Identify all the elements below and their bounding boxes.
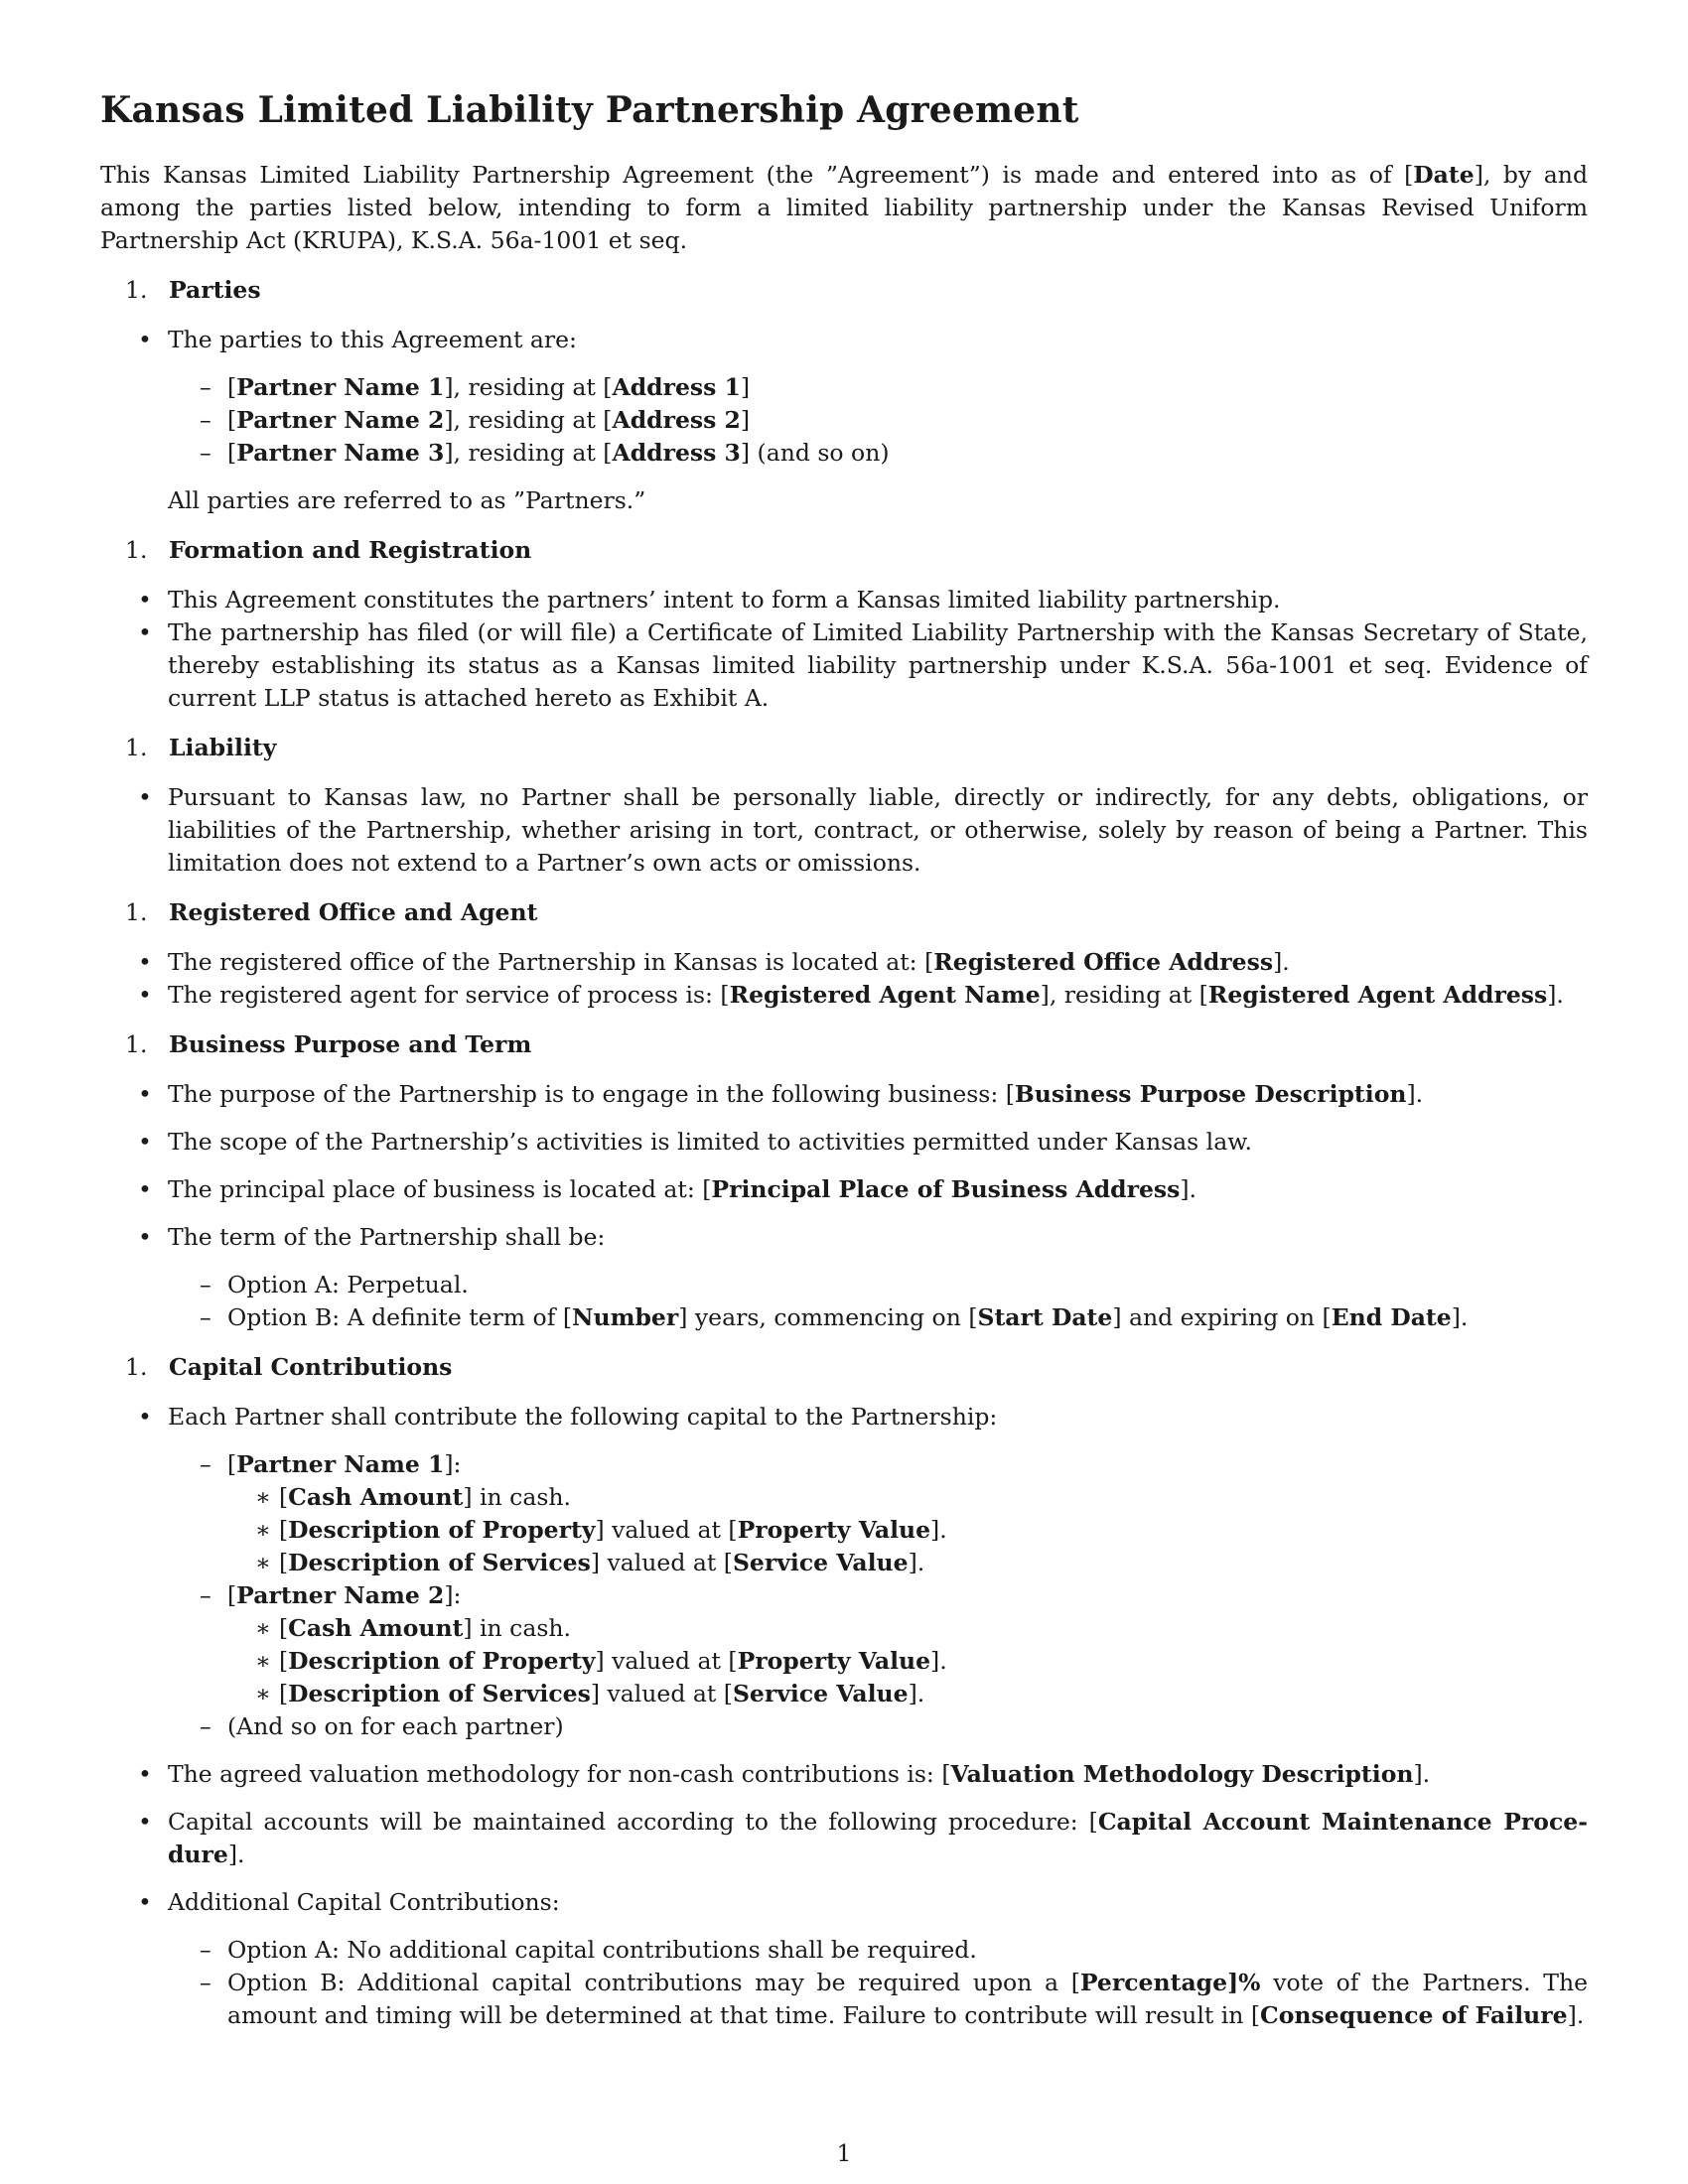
capital-procedure-placeholder: Capital Account Maintenance Proce-dure — [168, 1808, 1588, 1868]
service-value-placeholder: Service Value — [732, 1680, 909, 1707]
text-fragment: ] valued at [ — [590, 1549, 733, 1576]
text-fragment: ], residing at [ — [444, 373, 613, 401]
partner-name-placeholder: Partner Name 3 — [236, 439, 445, 467]
consequence-placeholder: Consequence of Failure — [1260, 2001, 1568, 2029]
section-heading-liability — [100, 732, 1588, 764]
text-fragment: The principal place of business is located at: [ — [168, 1175, 712, 1203]
parties-list — [100, 371, 1588, 470]
text-fragment: ] and expiring on [ — [1112, 1303, 1332, 1331]
partner-contribution-item: – [Partner Name 2]: — [100, 1579, 1588, 1612]
bullet-item — [100, 1173, 1588, 1206]
option-item: – Option A: Perpetual. — [100, 1269, 1588, 1301]
section-title: Liability — [169, 734, 277, 761]
additional-contribution-options — [100, 1934, 1588, 2032]
address-placeholder: Address 3 — [612, 439, 741, 467]
bullet-item: • Additional Capital Contributions: — [100, 1886, 1588, 1919]
section-number: 1. — [125, 734, 148, 761]
office-address-placeholder: Registered Office Address — [933, 948, 1274, 976]
partner-contribution-item: – [Partner Name 1]: — [100, 1448, 1588, 1481]
contribution-item: ∗ [Description of Services] valued at [Service Value]. — [100, 1678, 1588, 1710]
text-fragment: The agreed valuation methodology for non-cash contributions is: [ — [168, 1760, 951, 1788]
option-item — [100, 1967, 1588, 2032]
services-description-placeholder: Description of Services — [288, 1680, 591, 1707]
agent-address-placeholder: Registered Agent Address — [1207, 981, 1548, 1009]
section-title: Capital Contributions — [169, 1353, 453, 1381]
bullet-item: • The parties to this Agreement are: — [100, 324, 1588, 356]
text-fragment: Option B: A definite term of [ — [227, 1303, 573, 1331]
text-fragment: ]. — [930, 1516, 947, 1544]
section-heading-capital-contributions — [100, 1351, 1588, 1384]
text-fragment: ] (and so on) — [740, 439, 890, 467]
contribution-item: ∗ [Description of Property] valued at [Property Value]. — [100, 1514, 1588, 1547]
text-fragment: ], residing at [ — [444, 439, 613, 467]
property-value-placeholder: Property Value — [737, 1516, 931, 1544]
property-description-placeholder: Description of Property — [288, 1516, 596, 1544]
bullet-item: • Pursuant to Kansas law, no Partner shall be personally liable, directly or indirectly, for any debts, obligations, or liabilities of the Partnership, whether arising in tort, contract, or otherwise, solely by reason of being a Partner. This limitation does not extend to a Partner’s own acts or omissions. — [100, 781, 1588, 880]
text-fragment: ]. — [1273, 948, 1290, 976]
section-title: Registered Office and Agent — [169, 898, 538, 926]
cash-amount-placeholder: Cash Amount — [288, 1614, 464, 1642]
bullet-item — [100, 1078, 1588, 1111]
section-number: 1. — [125, 1353, 148, 1381]
text-fragment: The registered office of the Partnership in Kansas is located at: [ — [168, 948, 934, 976]
text-fragment: ] — [740, 373, 751, 401]
intro-text-cont: ], by and among the parties listed below, intending to form a limited liability partnership under the Kansas Revised Uniform Partnership Act (KRUPA), K.S.A. 56a-1001 et seq. — [100, 161, 1588, 254]
section-heading-parties — [100, 274, 1588, 307]
date-placeholder: Date — [1413, 161, 1475, 189]
option-item — [100, 1301, 1588, 1334]
text-fragment: ] valued at [ — [595, 1647, 738, 1675]
contributions-list — [100, 1710, 1588, 1743]
partner-name-placeholder: Partner Name 2 — [236, 406, 445, 434]
text-fragment: ]. — [1567, 2001, 1585, 2029]
bullet-item — [100, 946, 1588, 979]
number-placeholder: Number — [572, 1303, 679, 1331]
section-number: 1. — [125, 536, 148, 564]
text-fragment: Capital accounts will be maintained according to the following procedure: [ — [168, 1808, 1098, 1836]
purpose-placeholder: Business Purpose Description — [1014, 1080, 1407, 1108]
service-value-placeholder: Service Value — [732, 1549, 909, 1576]
text-fragment: ]. — [227, 1841, 245, 1868]
text-fragment: Option B: Additional capital contributions may be required upon a [ — [227, 1969, 1080, 1996]
intro-text: This Kansas Limited Liability Partnership Agreement (the ”Agreement”) is made and entered into as of [ — [100, 161, 1414, 189]
text-fragment: ]: — [444, 1581, 462, 1609]
section-heading-business-purpose — [100, 1028, 1588, 1061]
partner-name-placeholder: Partner Name 1 — [236, 373, 445, 401]
property-description-placeholder: Description of Property — [288, 1647, 596, 1675]
contribution-item: ∗ [Description of Services] valued at [Service Value]. — [100, 1547, 1588, 1579]
text-fragment: ]. — [1180, 1175, 1197, 1203]
text-fragment: The registered agent for service of process is: [ — [168, 981, 730, 1009]
contributions-list — [100, 1448, 1588, 1481]
percentage-placeholder: Percentage — [1079, 1969, 1228, 1996]
services-description-placeholder: Description of Services — [288, 1549, 591, 1576]
text-fragment: vote of the Partners. The amount and timing will be determined at that time. Failure to contribute will result in [ — [227, 1969, 1588, 2029]
partner2-contributions — [100, 1612, 1588, 1710]
text-fragment: ], residing at [ — [1040, 981, 1208, 1009]
section-heading-registered-office — [100, 896, 1588, 929]
intro-paragraph — [100, 159, 1588, 257]
option-item: – Option A: No additional capital contributions shall be required. — [100, 1934, 1588, 1967]
bullet-item — [100, 979, 1588, 1012]
text-fragment: ] in cash. — [463, 1483, 572, 1511]
document-body — [100, 87, 1588, 2047]
contribution-item: ∗ [Cash Amount] in cash. — [100, 1481, 1588, 1514]
start-date-placeholder: Start Date — [977, 1303, 1113, 1331]
agent-name-placeholder: Registered Agent Name — [729, 981, 1041, 1009]
party-item: – [Partner Name 3], residing at [Address 3] (and so on) — [100, 437, 1588, 470]
bullet-item — [100, 1758, 1588, 1791]
term-options-list — [100, 1269, 1588, 1334]
partner1-contributions — [100, 1481, 1588, 1579]
bullet-item: • The partnership has filed (or will file) a Certificate of Limited Liability Partnership with the Kansas Secretary of State, thereby establishing its status as a Kansas limited liability partnership under K.S.A. 56a-1001 et seq. Evidence of current LLP status is attached hereto as Exhibit A. — [100, 616, 1588, 715]
bullet-item: • Each Partner shall contribute the following capital to the Partnership: — [100, 1401, 1588, 1433]
party-item: – [Partner Name 1], residing at [Address 1] — [100, 371, 1588, 404]
text-fragment: ]. — [1547, 981, 1564, 1009]
text-fragment: ] years, commencing on [ — [678, 1303, 978, 1331]
text-fragment: ]. — [1451, 1303, 1469, 1331]
section-title: Formation and Registration — [169, 536, 532, 564]
contributions-list — [100, 1579, 1588, 1612]
text-fragment: ] valued at [ — [595, 1516, 738, 1544]
text-fragment: ]. — [908, 1549, 925, 1576]
section-title: Business Purpose and Term — [169, 1030, 532, 1058]
end-date-placeholder: End Date — [1331, 1303, 1452, 1331]
text-fragment: ] valued at [ — [590, 1680, 733, 1707]
bullet-item: • The term of the Partnership shall be: — [100, 1221, 1588, 1254]
bullet-item: • The scope of the Partnership’s activities is limited to activities permitted under Kansas law. — [100, 1126, 1588, 1159]
partner-name-placeholder: Partner Name 2 — [236, 1581, 445, 1609]
address-placeholder: Address 1 — [612, 373, 741, 401]
section-number: 1. — [125, 898, 148, 926]
address-placeholder: Address 2 — [612, 406, 741, 434]
text-fragment: ]% — [1227, 1969, 1261, 1996]
parties-note: All parties are referred to as ”Partners.” — [168, 486, 646, 514]
contribution-item: ∗ [Description of Property] valued at [Property Value]. — [100, 1645, 1588, 1678]
partner-name-placeholder: Partner Name 1 — [236, 1450, 445, 1478]
valuation-placeholder: Valuation Methodology Description — [950, 1760, 1414, 1788]
text-fragment: ], residing at [ — [444, 406, 613, 434]
bullet-item — [100, 1806, 1588, 1871]
text-fragment: ]. — [908, 1680, 925, 1707]
section-number: 1. — [125, 1030, 148, 1058]
text-fragment: The purpose of the Partnership is to engage in the following business: [ — [168, 1080, 1015, 1108]
text-fragment: ]. — [930, 1647, 947, 1675]
section-heading-formation — [100, 534, 1588, 567]
party-item: – [Partner Name 2], residing at [Address 2] — [100, 404, 1588, 437]
document-title: Kansas Limited Liability Partnership Agreement — [100, 89, 1079, 131]
section-title: Parties — [169, 276, 261, 304]
contribution-item: ∗ [Cash Amount] in cash. — [100, 1612, 1588, 1645]
text-fragment: ] — [740, 406, 751, 434]
property-value-placeholder: Property Value — [737, 1647, 931, 1675]
text-fragment: ]. — [1413, 1760, 1431, 1788]
text-fragment: ] in cash. — [463, 1614, 572, 1642]
cash-amount-placeholder: Cash Amount — [288, 1483, 464, 1511]
principal-address-placeholder: Principal Place of Business Address — [711, 1175, 1181, 1203]
and-so-on-item: – (And so on for each partner) — [100, 1710, 1588, 1743]
page-number: 1 — [836, 2139, 852, 2167]
bullet-item: • This Agreement constitutes the partners’ intent to form a Kansas limited liability partnership. — [100, 584, 1588, 616]
section-number: 1. — [125, 276, 148, 304]
text-fragment: ]: — [444, 1450, 462, 1478]
text-fragment: ]. — [1406, 1080, 1424, 1108]
